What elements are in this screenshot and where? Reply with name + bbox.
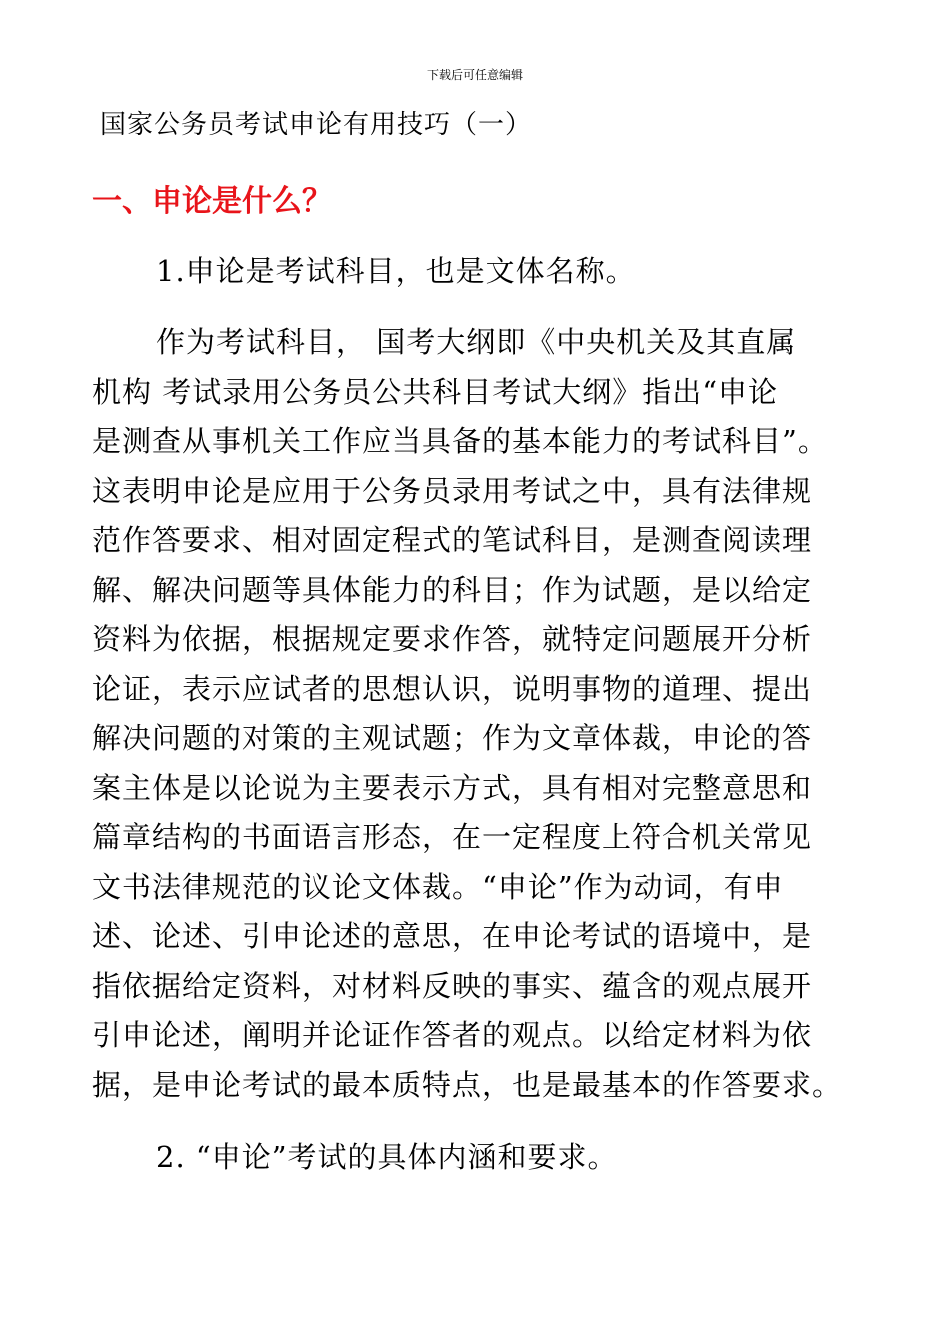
paragraph-line: 这表明申论是应用于公务员录用考试之中，具有法律规 [92,474,813,508]
section-heading: 一、申论是什么？ [92,184,332,219]
paragraph-line: 指依据给定资料，对材料反映的事实、蕴含的观点展开 [92,969,813,1003]
paragraph-line: 机构 考试录用公务员公共科目考试大纲》指出“申论 [92,375,779,409]
paragraph-line: 资料为依据，根据规定要求作答，就特定问题展开分析 [92,622,813,656]
paragraph-line: 解、解决问题等具体能力的科目；作为试题，是以给定 [92,573,813,607]
paragraph-line: 是测查从事机关工作应当具备的基本能力的考试科目”。 [92,424,828,458]
paragraph-line: 作为考试科目， 国考大纲即《中央机关及其直属 [156,325,797,359]
paragraph-line: 范作答要求、相对固定程式的笔试科目，是测查阅读理 [92,523,813,557]
document-title: 国家公务员考试申论有用技巧（一） [100,110,533,140]
paragraph-line: 据，是申论考试的最本质特点，也是最基本的作答要求。 [92,1068,843,1102]
paragraph-line: 述、论述、引申论述的意思，在申论考试的语境中，是 [92,919,813,953]
header-note: 下载后可任意编辑 [426,68,523,82]
paragraph-line: 篇章结构的书面语言形态，在一定程度上符合机关常见 [92,820,813,854]
paragraph-line: 案主体是以论说为主要表示方式，具有相对完整意思和 [92,771,813,805]
paragraph-line: 论证，表示应试者的思想认识，说明事物的道理、提出 [92,672,813,706]
item-1: 1.申论是考试科目，也是文体名称。 [156,254,636,288]
item-2: 2. “申论”考试的具体内涵和要求。 [156,1140,618,1174]
paragraph-line: 解决问题的对策的主观试题；作为文章体裁，申论的答 [92,721,813,755]
paragraph-line: 引申论述，阐明并论证作答者的观点。以给定材料为依 [92,1018,813,1052]
paragraph-line: 文书法律规范的议论文体裁。“申论”作为动词，有申 [92,870,784,904]
